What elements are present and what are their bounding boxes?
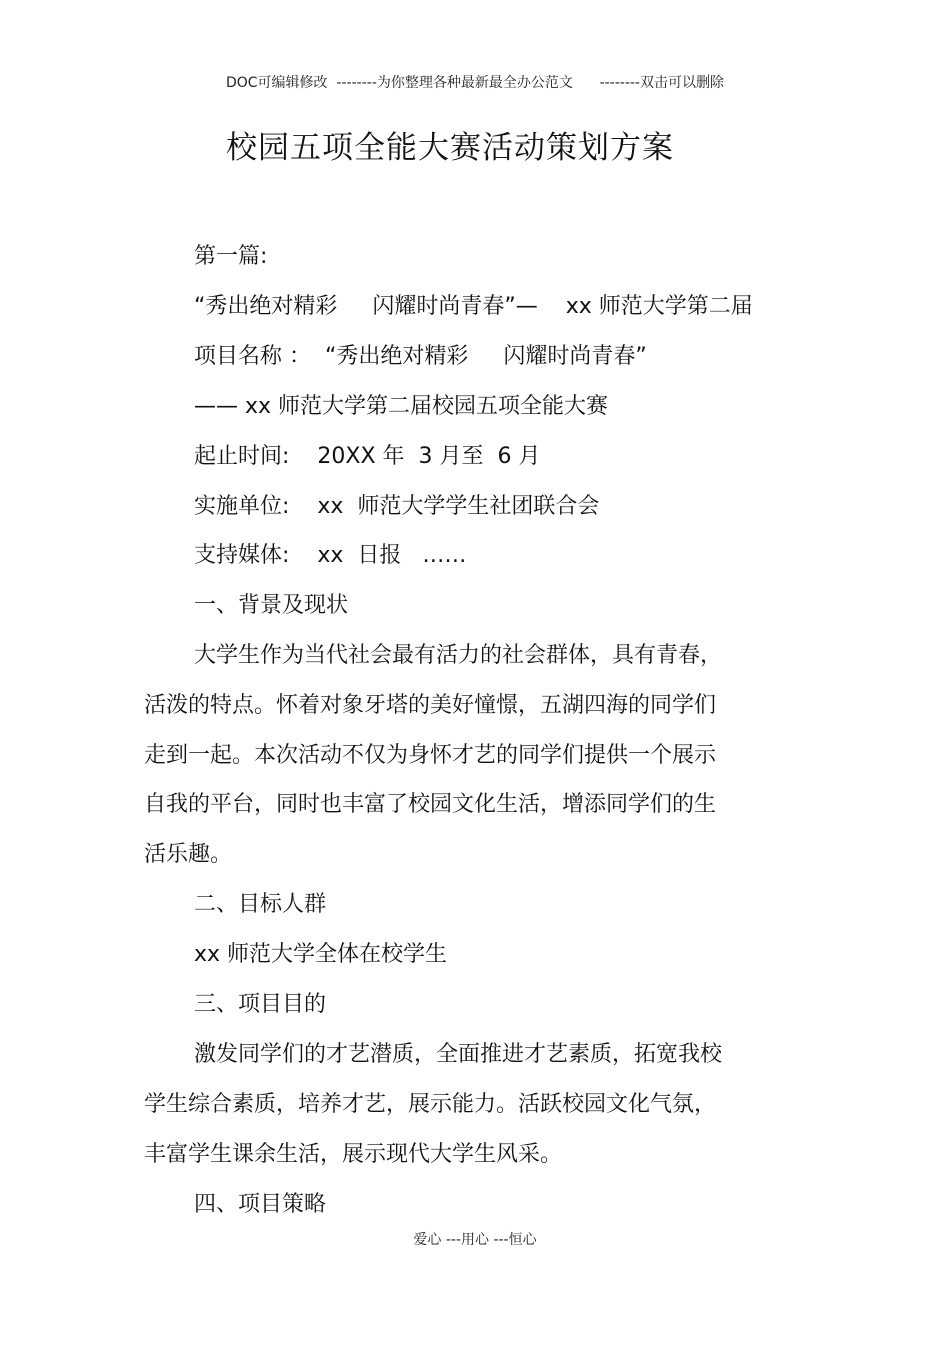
organizer-line: 实施单位: xx 师范大学学生社团联合会 xyxy=(194,494,600,519)
paragraph-background-line: 活乐趣。 xyxy=(144,842,233,867)
project-name-line: 项目名称 ： “秀出绝对精彩 闪耀时尚青春” xyxy=(194,344,647,369)
duration-line: 起止时间: 20XX 年 3 月至 6 月 xyxy=(194,444,541,469)
section-heading-target-group: 二、目标人群 xyxy=(194,892,327,917)
paragraph-background-line: 走到一起。本次活动不仅为身怀才艺的同学们提供一个展示 xyxy=(144,743,717,768)
page-header-note: DOC可编辑修改 --------为你整理各种最新最全办公范文 --------双击可以删除 xyxy=(225,75,724,91)
section-heading-background: 一、背景及现状 xyxy=(194,593,349,618)
section-heading-purpose: 三、项目目的 xyxy=(194,992,327,1017)
paragraph-background-line: 大学生作为当代社会最有活力的社会群体，具有青春， xyxy=(194,643,723,668)
page-footer-note: 爱心 ---用心 ---恒心 xyxy=(413,1232,537,1248)
paragraph-background-line: 活泼的特点。怀着对象牙塔的美好憧憬，五湖四海的同学们 xyxy=(144,693,717,718)
paragraph-purpose-line: 激发同学们的才艺潜质，全面推进才艺素质，拓宽我校 xyxy=(194,1042,723,1067)
section-label-part-one: 第一篇: xyxy=(194,244,268,269)
paragraph-purpose-line: 丰富学生课余生活，展示现代大学生风采。 xyxy=(144,1142,563,1167)
event-slogan-line: “秀出绝对精彩 闪耀时尚青春”— xx 师范大学第二届 xyxy=(194,294,753,319)
document-title: 校园五项全能大赛活动策划方案 xyxy=(226,130,674,166)
media-support-line: 支持媒体: xx 日报 …… xyxy=(194,543,467,568)
paragraph-purpose-line: 学生综合素质，培养才艺，展示能力。活跃校园文化气氛， xyxy=(144,1092,717,1117)
project-subtitle-line: —— xx 师范大学第二届校园五项全能大赛 xyxy=(194,394,609,419)
target-group-text: xx 师范大学全体在校学生 xyxy=(194,942,448,967)
section-heading-strategy: 四、项目策略 xyxy=(194,1192,327,1217)
paragraph-background-line: 自我的平台，同时也丰富了校园文化生活，增添同学们的生 xyxy=(144,792,717,817)
